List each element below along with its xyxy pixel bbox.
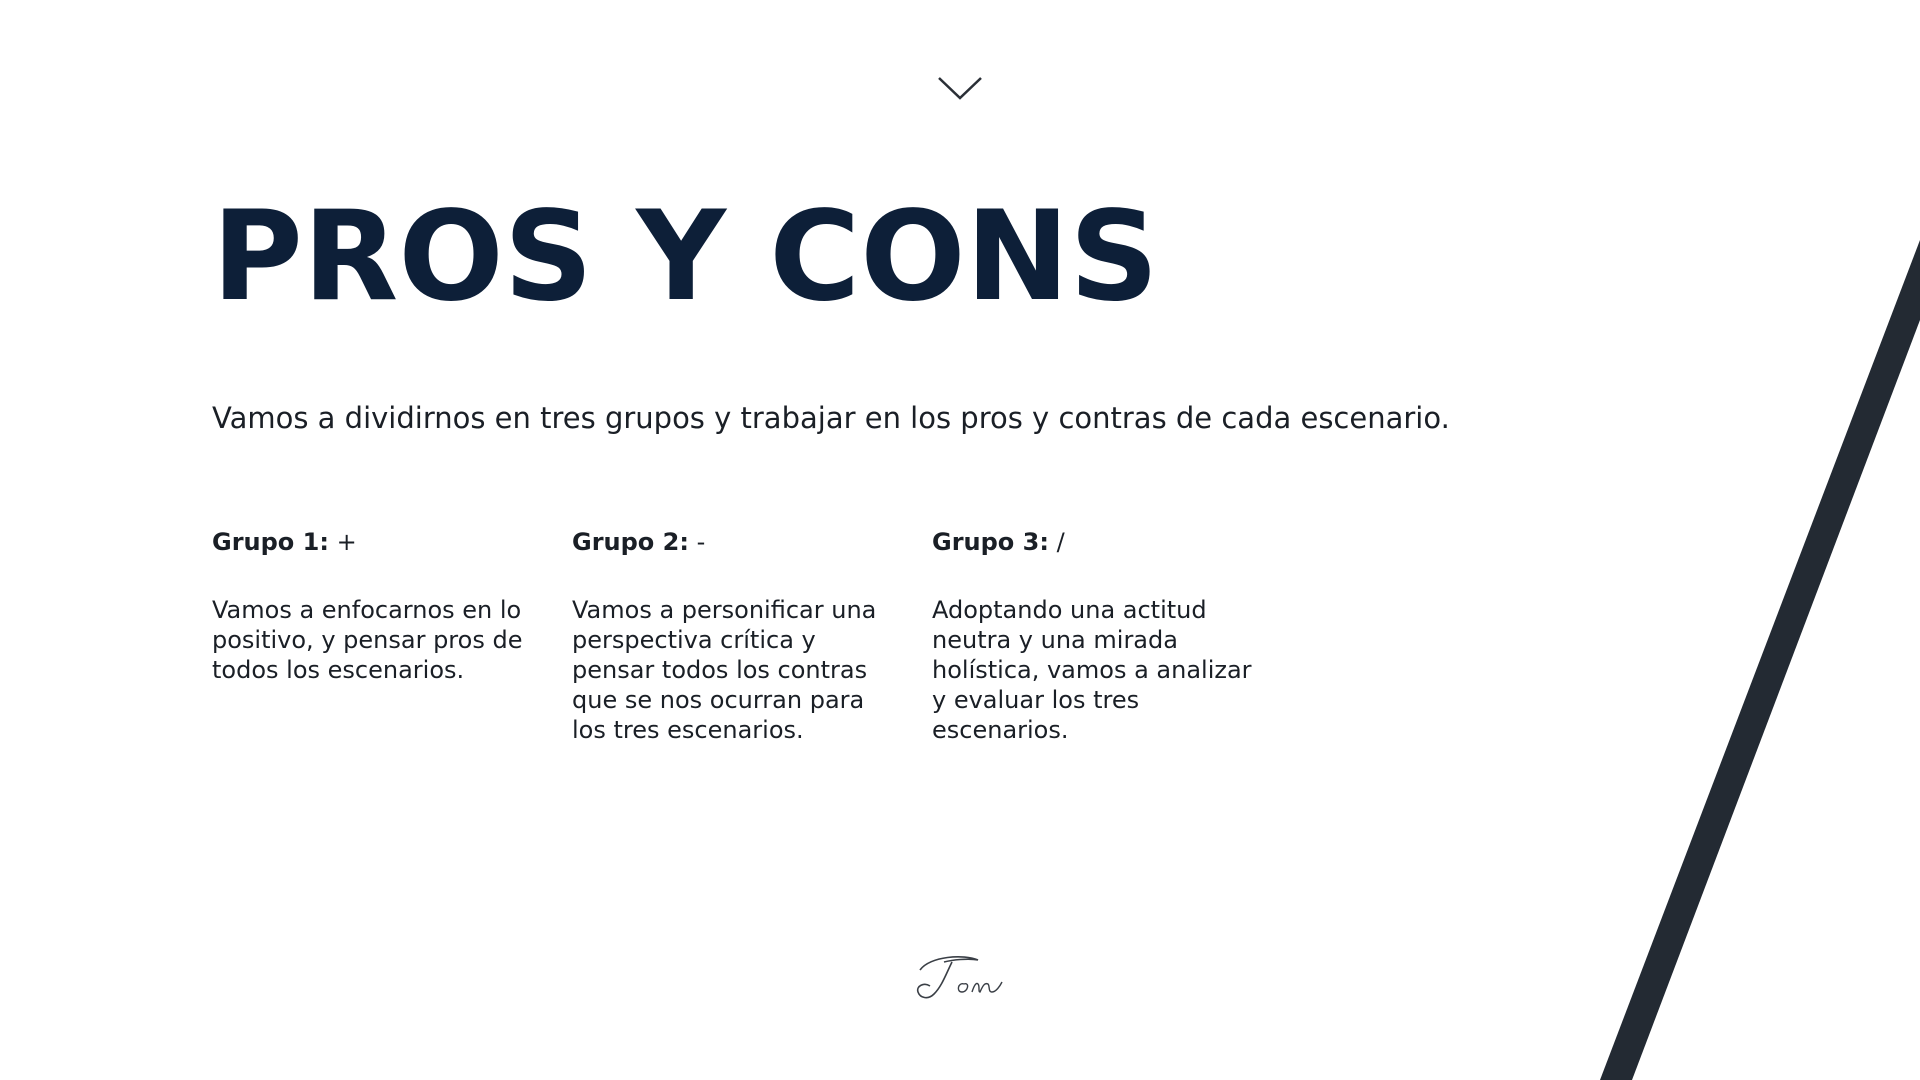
diagonal-stripe-decoration (1600, 240, 1920, 1080)
group-symbol: - (696, 528, 706, 556)
group-label: Grupo 2: (572, 528, 689, 556)
group-label: Grupo 1: (212, 528, 329, 556)
group-3 (932, 527, 1252, 745)
group-description: Vamos a enfocarnos en lo positivo, y pensar pros de todos los escenarios. (212, 596, 523, 684)
group-description: Adoptando una actitud neutra y una mirada holística, vamos a analizar y evaluar los tres escenarios. (932, 596, 1252, 744)
group-heading (572, 527, 892, 557)
group-2 (572, 527, 892, 745)
group-description: Vamos a personificar una perspectiva crítica y pensar todos los contras que se nos ocurran para los tres escenarios. (572, 596, 877, 744)
group-heading (932, 527, 1252, 557)
chevron-down-icon[interactable] (937, 76, 983, 102)
group-1 (212, 527, 530, 685)
group-label: Grupo 3: (932, 528, 1049, 556)
page-title: PROS Y CONS (212, 185, 1159, 329)
signature-logo (912, 948, 1008, 1004)
group-symbol: / (1056, 528, 1065, 556)
group-symbol: + (336, 528, 357, 556)
intro-text: Vamos a dividirnos en tres grupos y trabajar en los pros y contras de cada escenario. (212, 401, 1450, 435)
group-heading (212, 527, 530, 557)
